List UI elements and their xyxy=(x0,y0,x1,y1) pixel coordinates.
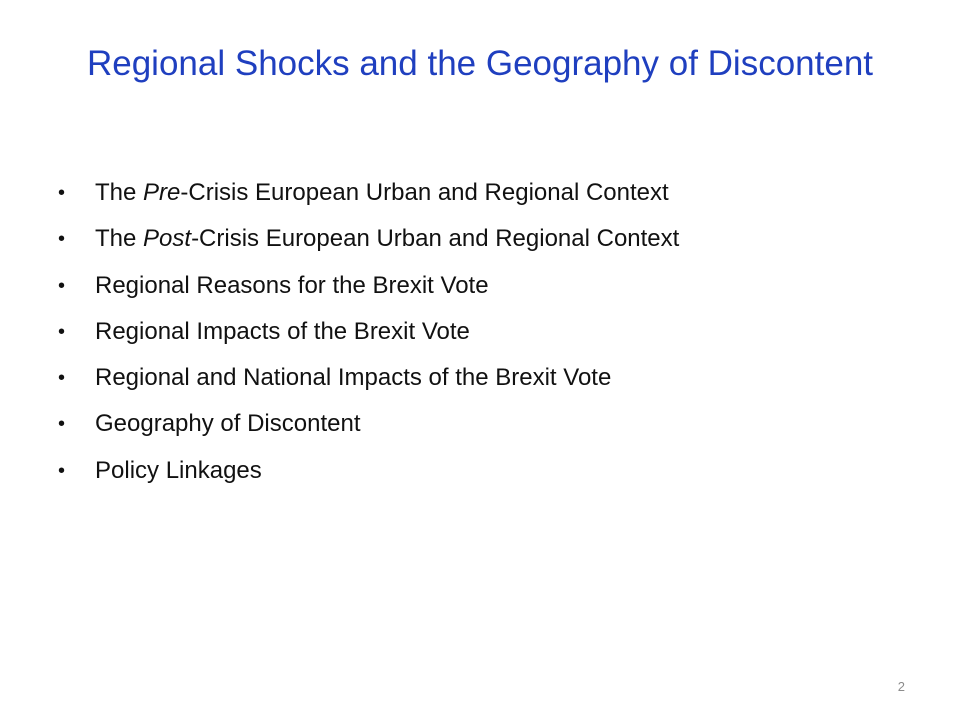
bullet-text: Regional Impacts of the Brexit Vote xyxy=(95,317,470,345)
bullet-icon: • xyxy=(58,274,66,297)
bullet-item xyxy=(58,263,918,309)
bullet-item xyxy=(58,401,918,447)
bullet-text: Geography of Discontent xyxy=(95,410,361,438)
bullet-item xyxy=(58,448,918,494)
bullet-item xyxy=(58,216,918,262)
bullet-icon: • xyxy=(58,459,66,482)
bullet-text: Regional and National Impacts of the Brexit Vote xyxy=(95,364,612,392)
bullet-icon: • xyxy=(58,228,66,251)
slide-title: Regional Shocks and the Geography of Discontent xyxy=(86,44,874,83)
bullet-text: The Pre-Crisis European Urban and Regional Context xyxy=(95,179,669,206)
bullet-icon: • xyxy=(58,413,66,436)
page-number: 2 xyxy=(897,679,905,694)
bullet-list xyxy=(58,170,918,494)
bullet-item xyxy=(58,355,918,401)
bullet-icon: • xyxy=(58,367,66,390)
bullet-text: Policy Linkages xyxy=(95,456,262,484)
bullet-item xyxy=(58,170,918,216)
bullet-text: Regional Reasons for the Brexit Vote xyxy=(95,271,489,299)
bullet-icon: • xyxy=(58,320,66,343)
bullet-icon: • xyxy=(58,182,66,204)
bullet-text: The Post-Crisis European Urban and Regional Context xyxy=(95,225,680,253)
bullet-item xyxy=(58,309,918,355)
